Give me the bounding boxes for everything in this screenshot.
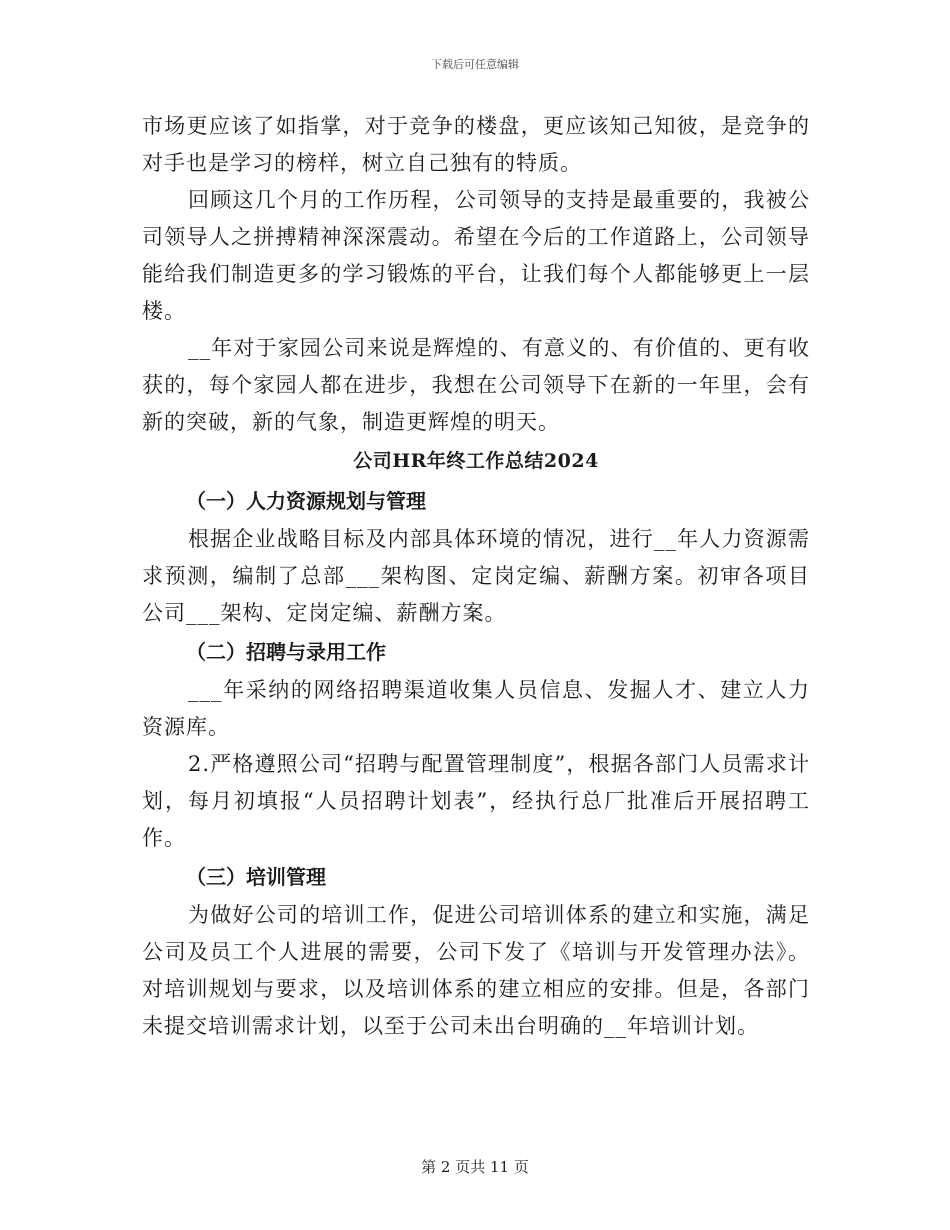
paragraph-2: 回顾这几个月的工作历程，公司领导的支持是最重要的，我被公司领导人之拼搏精神深深震动。希望在今后的工作道路上，公司领导能给我们制造更多的学习锻炼的平台，让我们每个人都能够更上一层楼。 <box>142 188 810 323</box>
document-title: 公司HR年终工作总结2024 <box>353 450 599 472</box>
page-footer: 第 2 页共 11 页 <box>421 1158 529 1176</box>
paragraph-3: __年对于家园公司来说是辉煌的、有意义的、有价值的、更有收获的，每个家园人都在进步，我想在公司领导下在新的一年里，会有新的突破，新的气象，制造更辉煌的明天。 <box>142 336 810 434</box>
section-heading-3: （三）培训管理 <box>186 865 326 889</box>
section-heading-2: （二）招聘与录用工作 <box>186 640 386 664</box>
paragraph-4: 根据企业战略目标及内部具体环境的情况，进行__年人力资源需求预测，编制了总部___架构图、定岗定编、薪酬方案。初审各项目公司___架构、定岗定编、薪酬方案。 <box>142 527 810 625</box>
page-header: 下载后可任意编辑 <box>431 58 519 71</box>
paragraph-1: 市场更应该了如指掌，对于竞争的楼盘，更应该知己知彼，是竞争的对手也是学习的榜样，树立自己独有的特质。 <box>142 114 810 175</box>
section-heading-1: （一）人力资源规划与管理 <box>186 489 426 513</box>
paragraph-7: 为做好公司的培训工作，促进公司培训体系的建立和实施，满足公司及员工个人进展的需要，公司下发了《培训与开发管理办法》。对培训规划与要求，以及培训体系的建立相应的安排。但是，各部门未提交培训需求计划，以至于公司未出台明确的__年培训计划。 <box>142 903 810 1038</box>
document-body <box>142 108 810 1045</box>
paragraph-6: 2.严格遵照公司“招聘与配置管理制度”，根据各部门人员需求计划，每月初填报“人员招聘计划表”，经执行总厂批准后开展招聘工作。 <box>142 752 810 850</box>
paragraph-5: ___年采纳的网络招聘渠道收集人员信息、发掘人才、建立人力资源库。 <box>142 678 810 739</box>
